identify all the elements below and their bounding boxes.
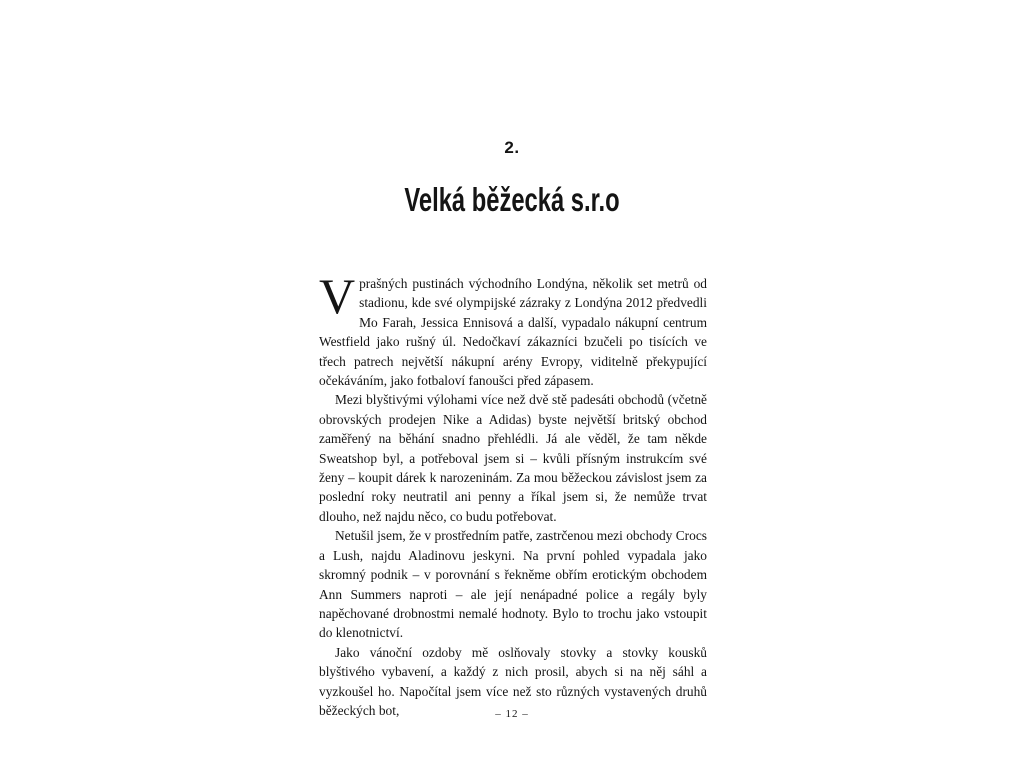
paragraph-1 <box>319 268 707 390</box>
chapter-title: Velká běžecká s.r.o <box>404 181 620 218</box>
paragraph-text: prašných pustinách východního Londýna, několik set metrů od stadionu, kde své olympijské zázraky z Londýna 2012 předvedli Mo Farah, Jessica Ennisová a další, vypadalo nákupní centrum Westfield jako rušný úl. Nedočkaví zákazníci bzučeli po tisících ve třech patrech největší nákupní arény Evropy, viditelně překypující očekáváním, jako fotbaloví fanoušci před zápasem. <box>319 276 707 389</box>
drop-cap: V <box>319 268 356 324</box>
body-text <box>319 268 707 720</box>
chapter-number: 2. <box>504 138 520 157</box>
page-number: – 12 – <box>495 708 529 720</box>
paragraph-2: Mezi blyštivými výlohami více než dvě stě padesáti obchodů (včetně obrovských prodejen Nike a Adidas) byste největší britský obchod zaměřený na běhání snadno přehlédli. Já ale věděl, že tam někde Sweatshop byl, a potřeboval jsem si – kvůli přísným instrukcím své ženy – koupit dárek k narozeninám. Za mou běžeckou závislost jsem za poslední roky neutratil ani penny a říkal jsem si, že nemůže trvat dlouho, než najdu něco, co budu potřebovat. <box>319 392 707 524</box>
paragraph-3: Netušil jsem, že v prostředním patře, zastrčenou mezi obchody Crocs a Lush, najdu Aladinovu jeskyni. Na první pohled vypadala jako skromný podnik – v porovnání s řekněme obřím erotickým obchodem Ann Summers naproti – ale její nenápadné police a regály byly napěchované drobnostmi nemalé hodnoty. Bylo to trochu jako vstoupit do klenotnictví. <box>319 528 707 641</box>
paragraph-4: Jako vánoční ozdoby mě oslňovaly stovky a stovky kousků blyštivého vybavení, a každý z nich prosil, abych si na něj sáhl a vyzkoušel ho. Napočítal jsem více než sto různých vystavených druhů běžeckých bot, <box>319 644 707 718</box>
